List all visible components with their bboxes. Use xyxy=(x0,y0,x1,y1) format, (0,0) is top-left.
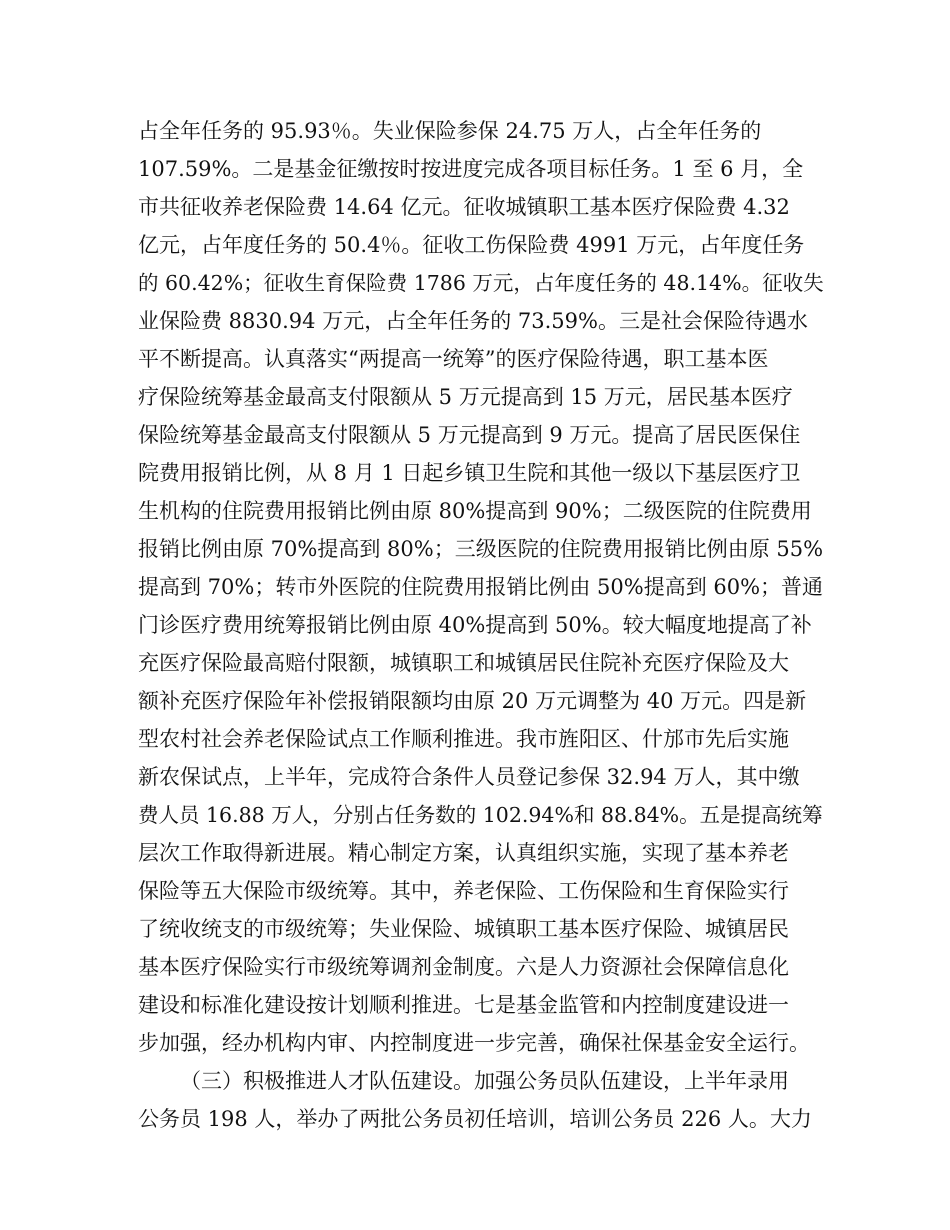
text-line: 步加强，经办机构内审、内控制度进一步完善，确保社保基金安全运行。 xyxy=(138,1031,810,1055)
section-heading-line: （三）积极推进人才队伍建设。加强公务员队伍建设，上半年录用 xyxy=(180,1069,789,1093)
body-text xyxy=(138,112,828,1138)
text-line: 额补充医疗保险年补偿报销限额均由原 20 万元调整为 40 万元。四是新 xyxy=(138,689,807,713)
text-line: 充医疗保险最高赔付限额，城镇职工和城镇居民住院补充医疗保险及大 xyxy=(138,651,789,675)
text-line: 疗保险统筹基金最高支付限额从 5 万元提高到 15 万元，居民基本医疗 xyxy=(138,385,793,409)
text-line: 报销比例由原 70%提高到 80%；三级医院的住院费用报销比例由原 55% xyxy=(138,537,824,561)
text-line: 的 60.42%；征收生育保险费 1786 万元，占年度任务的 48.14%。征收失 xyxy=(138,271,824,295)
text-line: 业保险费 8830.94 万元，占全年任务的 73.59%。三是社会保险待遇水 xyxy=(138,309,808,333)
text-line: 市共征收养老保险费 14.64 亿元。征收城镇职工基本医疗保险费 4.32 xyxy=(138,195,790,219)
text-line: 平不断提高。认真落实“两提高一统筹”的医疗保险待遇，职工基本医 xyxy=(138,347,769,371)
text-line: 107.59%。二是基金征缴按时按进度完成各项目标任务。1 至 6 月，全 xyxy=(138,157,804,181)
text-line: 基本医疗保险实行市级统筹调剂金制度。六是人力资源社会保障信息化 xyxy=(138,955,789,979)
text-line: 生机构的住院费用报销比例由原 80%提高到 90%；二级医院的住院费用 xyxy=(138,499,812,523)
text-line: 费人员 16.88 万人，分别占任务数的 102.94%和 88.84%。五是提高统筹 xyxy=(138,803,823,827)
text-line: 亿元，占年度任务的 50.4％。征收工伤保险费 4991 万元，占年度任务 xyxy=(138,233,805,257)
text-line: 建设和标准化建设按计划顺利推进。七是基金监管和内控制度建设进一 xyxy=(138,993,789,1017)
text-line: 保险等五大保险市级统筹。其中，养老保险、工伤保险和生育保险实行 xyxy=(138,879,789,903)
text-line: 了统收统支的市级统筹；失业保险、城镇职工基本医疗保险、城镇居民 xyxy=(138,917,789,941)
text-line: 提高到 70%；转市外医院的住院费用报销比例由 50%提高到 60%；普通 xyxy=(138,575,824,599)
text-line: 保险统筹基金最高支付限额从 5 万元提高到 9 万元。提高了居民医保住 xyxy=(138,423,801,447)
text-line: 公务员 198 人，举办了两批公务员初任培训，培训公务员 226 人。大力 xyxy=(138,1107,812,1131)
text-line: 型农村社会养老保险试点工作顺利推进。我市旌阳区、什邡市先后实施 xyxy=(138,727,789,751)
text-line: 占全年任务的 95.93％。失业保险参保 24.75 万人，占全年任务的 xyxy=(138,119,762,143)
text-line: 门诊医疗费用统筹报销比例由原 40%提高到 50%。较大幅度地提高了补 xyxy=(138,613,812,637)
text-line: 新农保试点，上半年，完成符合条件人员登记参保 32.94 万人，其中缴 xyxy=(138,765,800,789)
text-line: 层次工作取得新进展。精心制定方案，认真组织实施，实现了基本养老 xyxy=(138,841,789,865)
text-line: 院费用报销比例，从 8 月 1 日起乡镇卫生院和其他一级以下基层医疗卫 xyxy=(138,461,801,485)
